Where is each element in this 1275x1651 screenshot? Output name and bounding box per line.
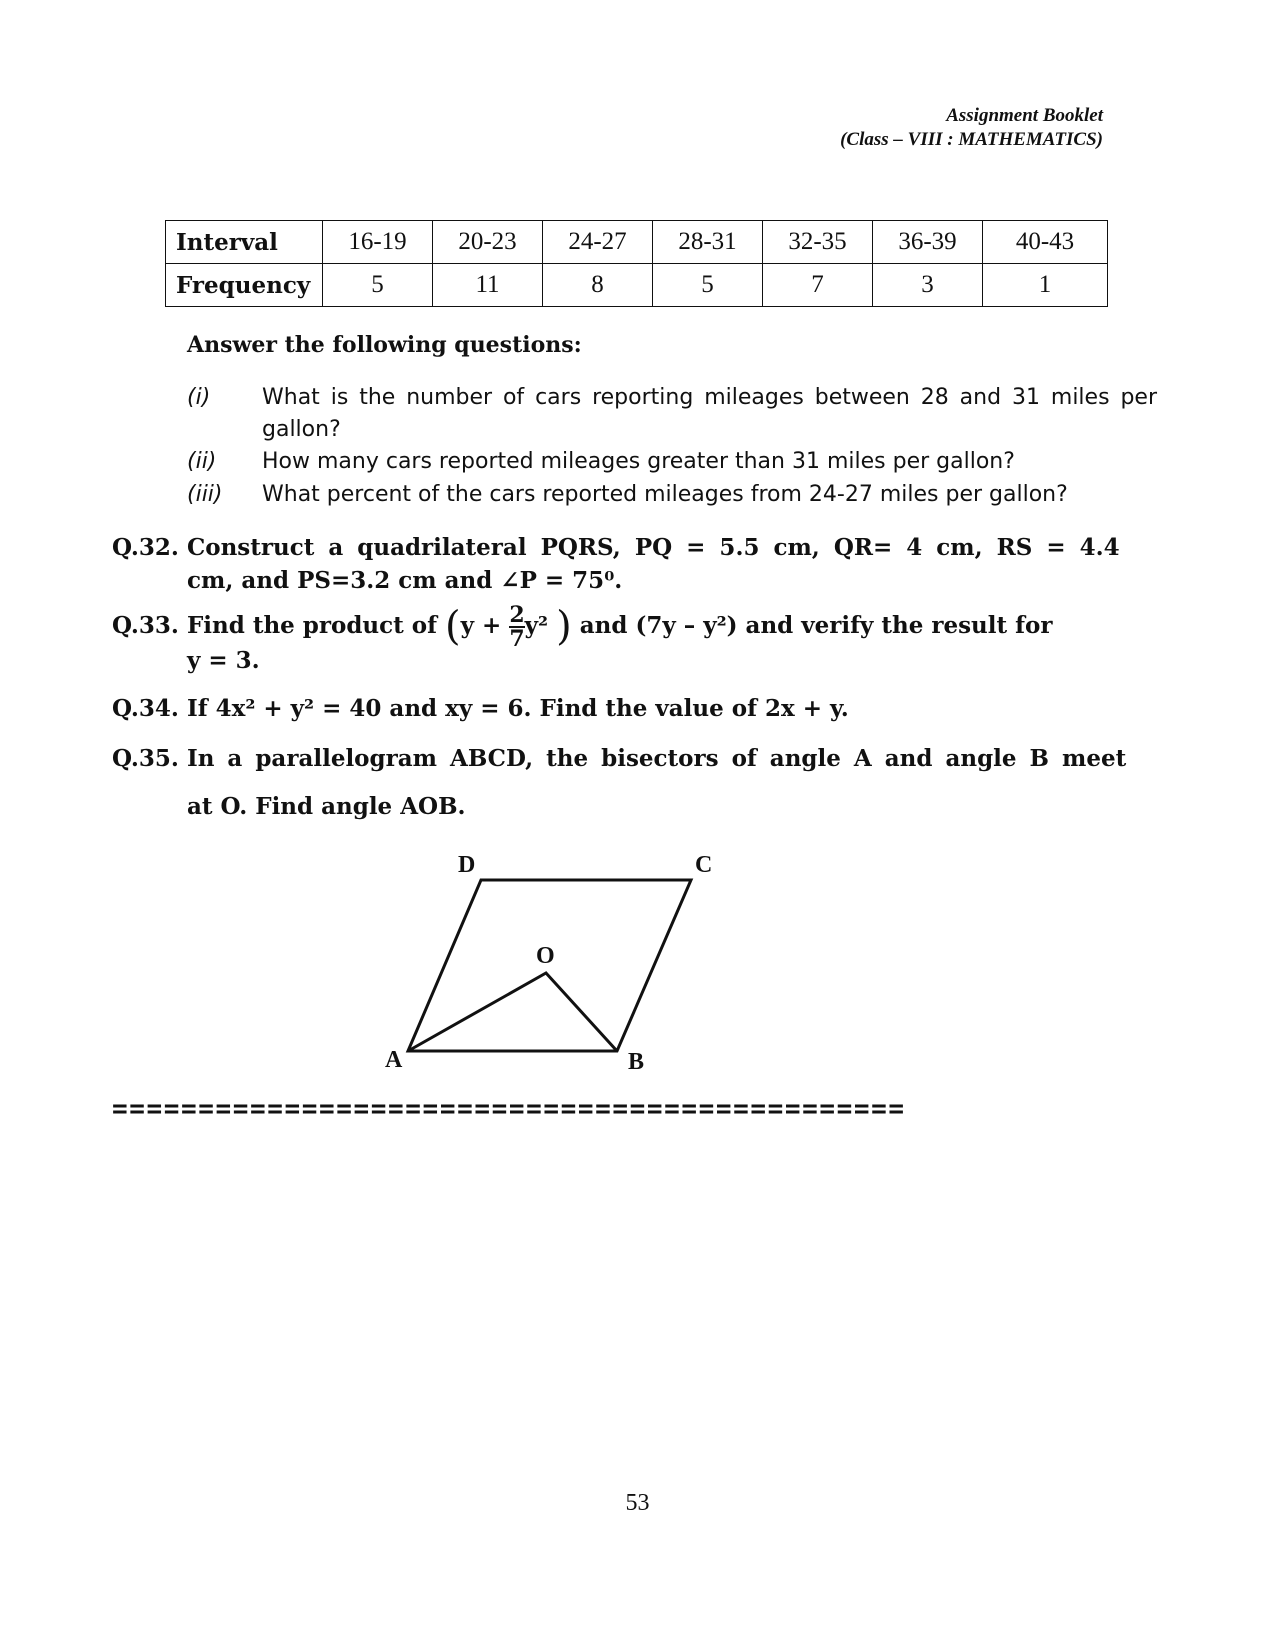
table-cell: 11 xyxy=(433,264,543,307)
table-cell: 7 xyxy=(763,264,873,307)
term-y-squared: y² xyxy=(524,612,549,639)
question-label: Q.32. xyxy=(112,534,179,561)
row-label-frequency: Frequency xyxy=(166,264,323,307)
question-text-line1: Construct a quadrilateral PQRS, PQ = 5.5 cm, QR= 4 cm, RS = 4.4 xyxy=(186,534,1120,561)
subquestion-text: What percent of the cars reported mileages from 24-27 miles per gallon? xyxy=(262,482,1068,507)
header-title: Assignment Booklet xyxy=(946,105,1103,126)
subquestion-number: (iii) xyxy=(187,482,223,507)
table-cell: 20-23 xyxy=(433,221,543,264)
row-label-interval: Interval xyxy=(166,221,323,264)
question-text: If 4x² + y² = 40 and xy = 6. Find the value of 2x + y. xyxy=(186,695,849,722)
vertex-label-c: C xyxy=(695,852,713,878)
question-text-suffix: and (7y – y²) and verify the result for xyxy=(579,612,1053,639)
table-cell: 3 xyxy=(873,264,983,307)
separator-line: ============================================== xyxy=(112,1094,906,1124)
table-cell: 36-39 xyxy=(873,221,983,264)
table-cell: 8 xyxy=(543,264,653,307)
table-cell: 28-31 xyxy=(653,221,763,264)
question-label: Q.34. xyxy=(112,695,179,722)
subquestion-text: How many cars reported mileages greater than 31 miles per gallon? xyxy=(262,449,1015,474)
question-text-line1: In a parallelogram ABCD, the bisectors of angle A and angle B meet xyxy=(186,745,1127,772)
table-cell: 24-27 xyxy=(543,221,653,264)
question-33-line2: y = 3. xyxy=(187,647,260,674)
instruction-heading: Answer the following questions: xyxy=(187,332,582,358)
table-cell: 32-35 xyxy=(763,221,873,264)
table-cell: 5 xyxy=(323,264,433,307)
table-cell: 1 xyxy=(983,264,1108,307)
right-brace: ) xyxy=(556,603,572,650)
vertex-label-a: A xyxy=(385,1047,403,1073)
table-cell: 5 xyxy=(653,264,763,307)
subquestion-number: (i) xyxy=(187,385,211,410)
angle-bisectors xyxy=(408,973,617,1051)
vertex-label-d: D xyxy=(458,852,476,878)
header-subtitle: (Class – VIII : MATHEMATICS) xyxy=(840,129,1103,150)
fraction-denominator: 7 xyxy=(509,626,525,652)
question-35-line2: at O. Find angle AOB. xyxy=(187,793,466,820)
left-brace: ( xyxy=(445,603,461,650)
term-y: y + xyxy=(460,612,502,639)
vertex-label-b: B xyxy=(628,1049,645,1075)
question-32-line2: cm, and PS=3.2 cm and ∠P = 75⁰. xyxy=(187,567,623,594)
vertex-label-o: O xyxy=(536,943,555,969)
question-label: Q.35. xyxy=(112,745,179,772)
table-cell: 40-43 xyxy=(983,221,1108,264)
subquestion-text: What is the number of cars reporting mileages between 28 and 31 miles per gallon? xyxy=(262,385,1157,442)
subquestion-number: (ii) xyxy=(187,449,217,474)
question-text-prefix: Find the product of xyxy=(186,612,438,639)
table-cell: 16-19 xyxy=(323,221,433,264)
page-number: 53 xyxy=(625,1490,650,1516)
question-label: Q.33. xyxy=(112,612,179,639)
fraction-numerator: 2 xyxy=(509,602,525,628)
